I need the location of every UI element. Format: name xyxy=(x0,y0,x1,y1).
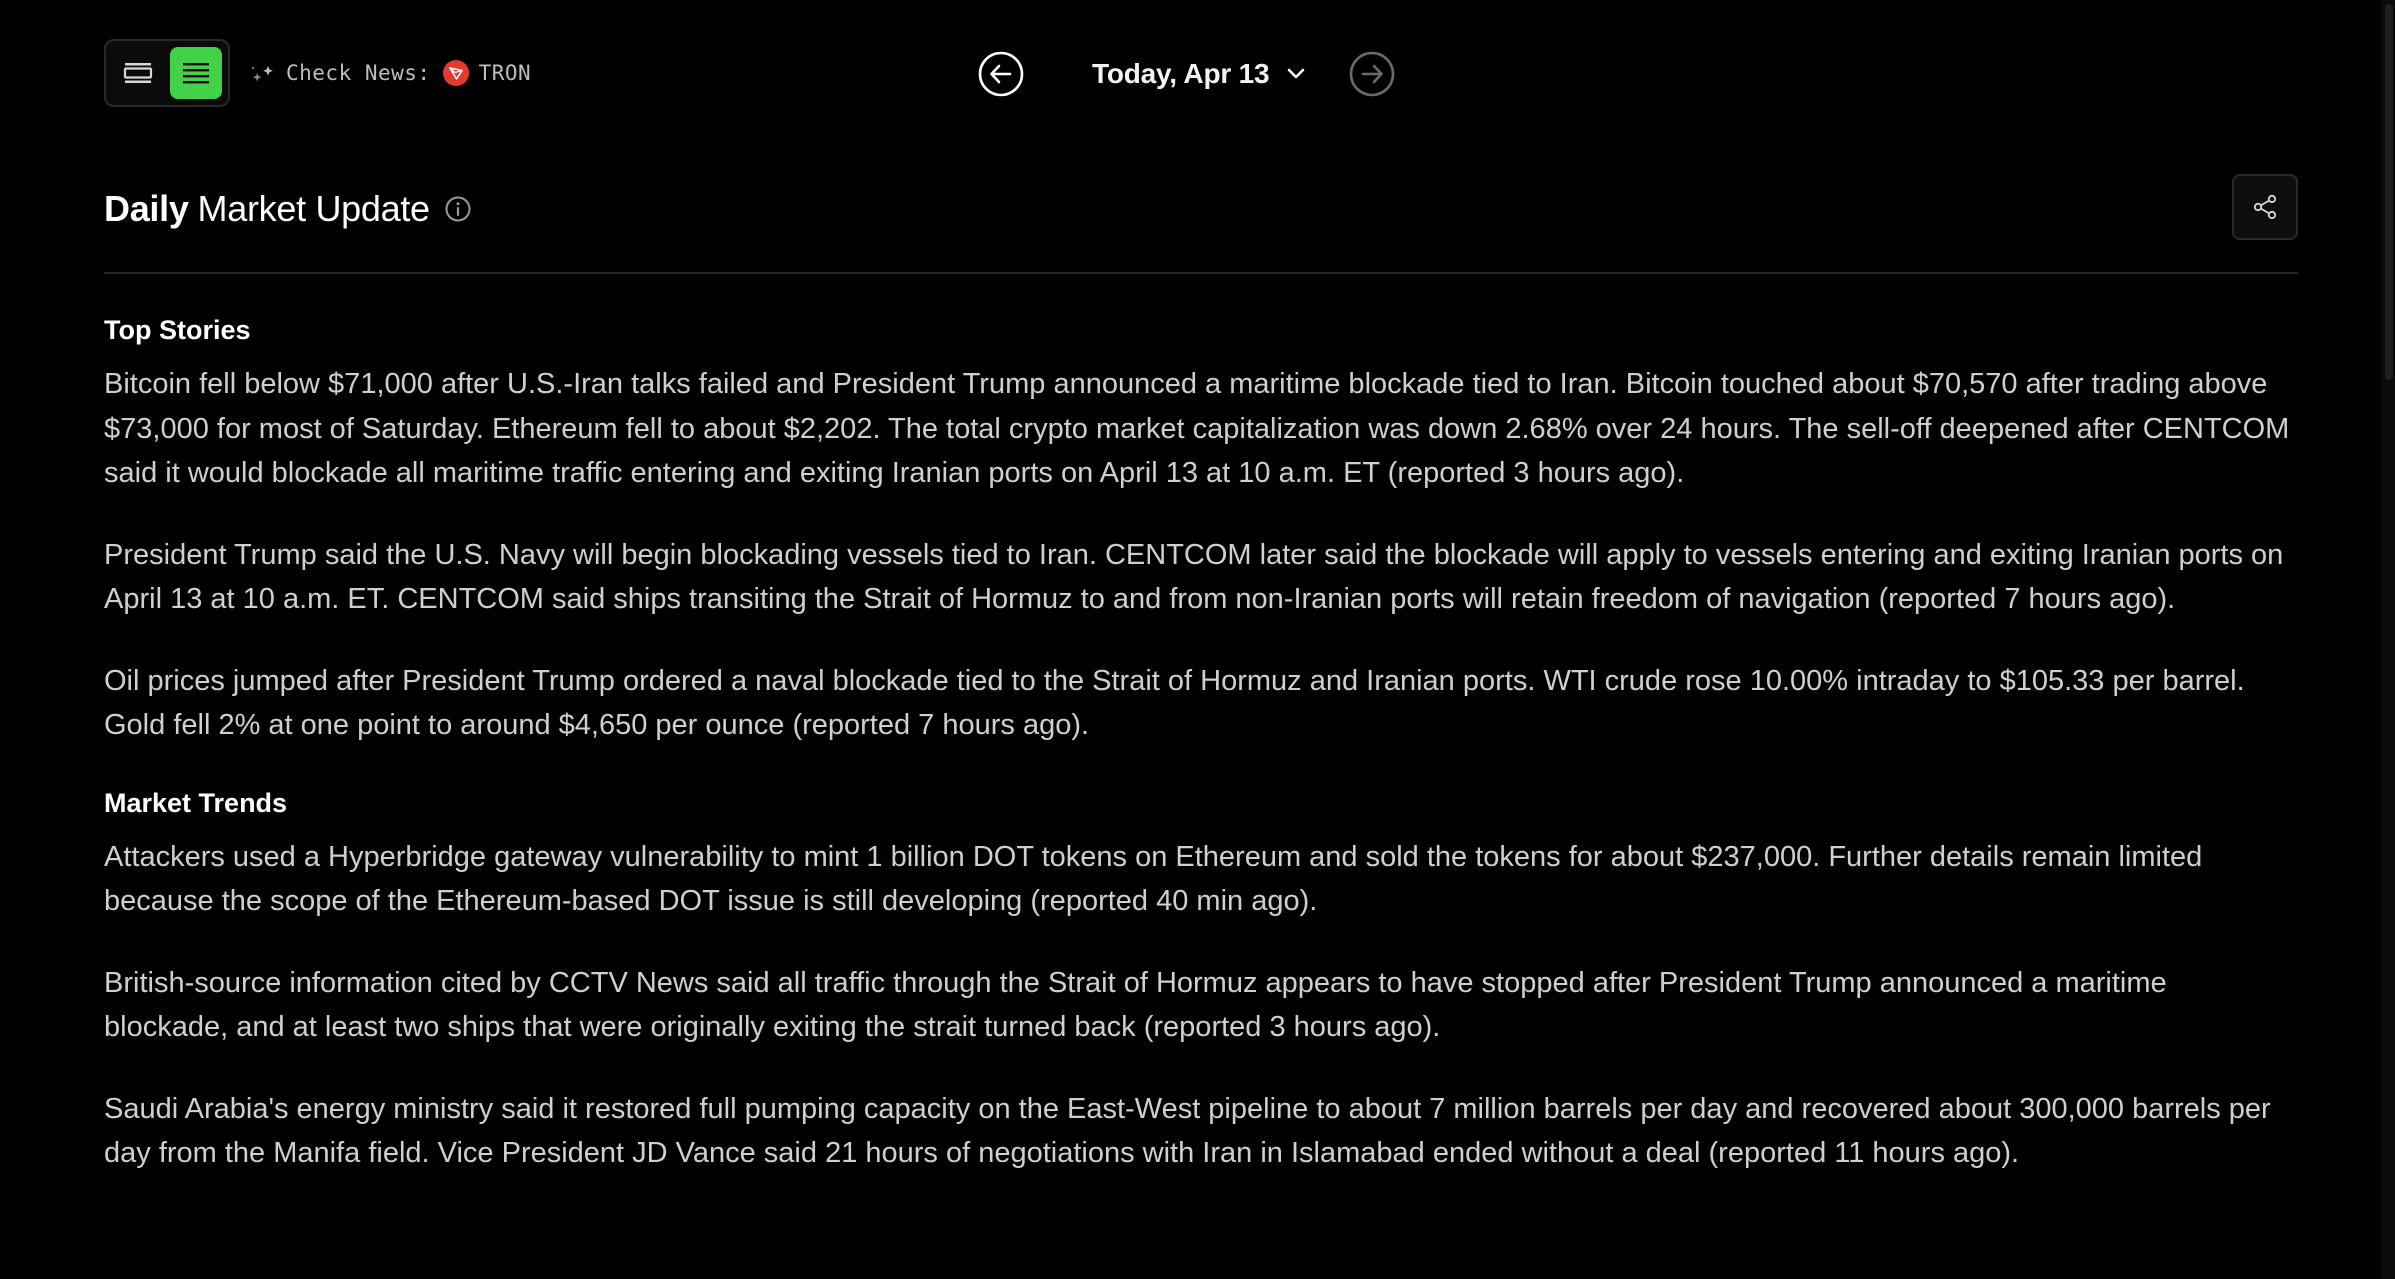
news-paragraph: Saudi Arabia's energy ministry said it restored full pumping capacity on the East-West pipeline to about 7 million barrels per day and recovered about 300,000 barrels per day from the Manifa field. Vice President JD Vance said 21 hours of negotiations with Iran in Islamabad ended without a deal (reported 11 hours ago). xyxy=(104,1092,2271,1169)
toolbar xyxy=(104,38,531,108)
card-view-icon xyxy=(123,61,153,85)
news-paragraph: President Trump said the U.S. Navy will begin blockading vessels tied to Iran. CENTCOM later said the blockade will apply to vessels entering and exiting Iranian ports on April 13 at 10 a.m. ET. CENTCOM said ships transiting the Strait of Hormuz to and from non-Iranian ports will retain freedom of navigation (reported 7 hours ago). xyxy=(104,538,2284,615)
page-title-bold: Daily xyxy=(104,188,189,229)
check-news-label: Check News: xyxy=(286,61,431,85)
view-toggle xyxy=(104,39,230,107)
sparkle-icon xyxy=(248,62,276,84)
chevron-down-icon xyxy=(1287,68,1305,80)
date-selector[interactable] xyxy=(1092,58,1305,90)
card-view-button[interactable] xyxy=(112,47,164,99)
previous-day-button[interactable] xyxy=(978,51,1024,97)
list-view-button[interactable] xyxy=(170,47,222,99)
arrow-right-circle-icon xyxy=(1349,51,1395,97)
news-content xyxy=(104,312,2298,1213)
info-icon[interactable] xyxy=(444,195,472,223)
news-paragraph: British-source information cited by CCTV News said all traffic through the Strait of Hormuz appears to have stopped after President Trump announced a maritime blockade, and at least two ships that were originally exiting the strait turned back (reported 3 hours ago). xyxy=(104,966,2167,1043)
news-paragraph: Oil prices jumped after President Trump ordered a naval blockade tied to the Strait of Hormuz and Iranian ports. WTI crude rose 10.00% intraday to $105.33 per barrel. Gold fell 2% at one point to around $4,650 per ounce (reported 7 hours ago). xyxy=(104,664,2245,741)
check-news[interactable] xyxy=(248,60,531,86)
list-view-icon xyxy=(182,61,210,85)
news-paragraph: Attackers used a Hyperbridge gateway vulnerability to mint 1 billion DOT tokens on Ethereum and sold the tokens for about $237,000. Further details remain limited because the scope of the Ethereum-based DOT issue is still developing (reported 40 min ago). xyxy=(104,840,2203,917)
scrollbar-thumb[interactable] xyxy=(2385,4,2393,380)
tron-logo-icon xyxy=(443,60,469,86)
section-market-trends xyxy=(104,785,2298,1176)
news-paragraph: Bitcoin fell below $71,000 after U.S.-Iran talks failed and President Trump announced a maritime blockade tied to Iran. Bitcoin touched about $70,570 after trading above $73,000 for most of Saturday. Ethereum fell to about $2,202. The total crypto market capitalization was down 2.68% over 24 hours. The sell-off deepened after CENTCOM said it would blockade all maritime traffic entering and exiting Iranian ports on April 13 at 10 a.m. ET (reported 3 hours ago). xyxy=(104,368,2290,489)
arrow-left-circle-icon xyxy=(978,51,1024,97)
scrollbar[interactable] xyxy=(2381,0,2395,1279)
section-top-stories xyxy=(104,312,2298,748)
date-label-text: Today, Apr 13 xyxy=(1092,58,1270,89)
share-button[interactable] xyxy=(2232,174,2298,240)
date-navigation xyxy=(978,51,1395,97)
section-heading: Top Stories xyxy=(104,315,251,345)
page-title xyxy=(104,188,472,230)
header-divider xyxy=(104,272,2298,274)
page-title-rest: Market Update xyxy=(197,188,430,229)
token-name: TRON xyxy=(478,61,532,85)
next-day-button[interactable] xyxy=(1349,51,1395,97)
share-icon xyxy=(2251,193,2279,221)
section-heading: Market Trends xyxy=(104,787,288,818)
title-row xyxy=(104,170,2298,244)
